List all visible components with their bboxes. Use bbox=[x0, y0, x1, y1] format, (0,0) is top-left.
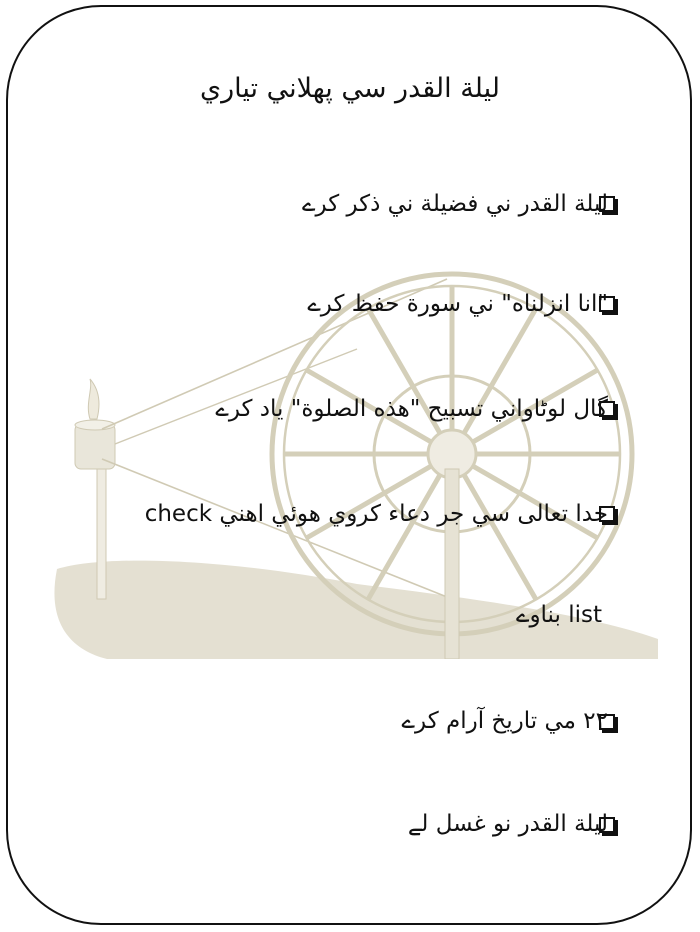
item-text: "انا انزلناه" ني سورة حفظ کرے bbox=[307, 291, 608, 317]
item-text: ليلة القدر نو غسل لے bbox=[407, 811, 608, 837]
item-text: ٢٢ مي تاريخ آرام کرے bbox=[401, 708, 608, 734]
page-title: ليلة القدر سي پهلاني تياري bbox=[200, 73, 500, 104]
item-text-continuation: list بناوے bbox=[515, 602, 602, 628]
item-text: ليلة القدر ني فضيلة ني ذکر کرے bbox=[302, 191, 608, 217]
item-text: گال لوٹاواني تسبيح "هذه الصلوة" ياد کرے bbox=[215, 396, 608, 422]
item-text: خدا تعالى سي جر دعاء کروي هوئي اهني check bbox=[144, 501, 608, 527]
